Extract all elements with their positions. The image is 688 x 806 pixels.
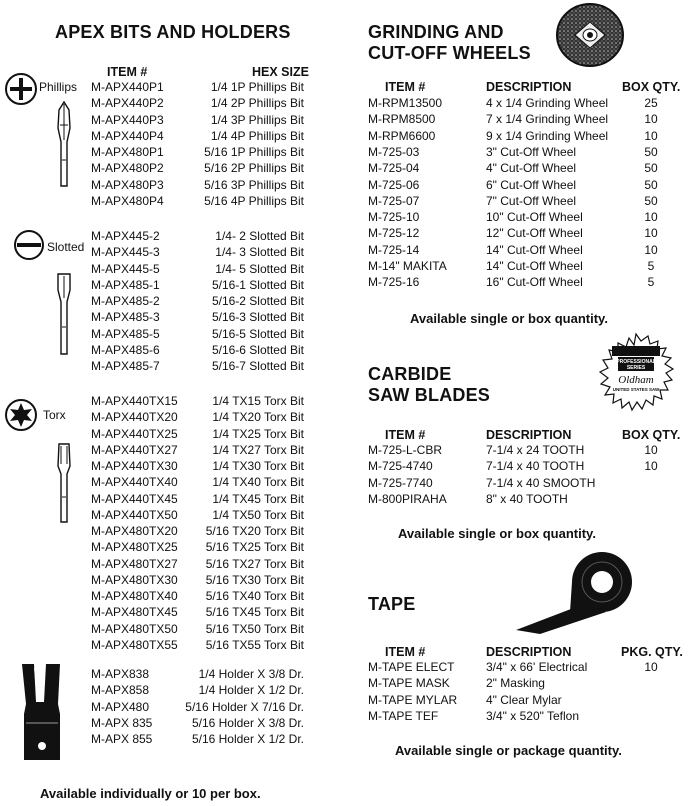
- hex-size: 5/16 2P Phillips Bit: [204, 161, 304, 176]
- hex-size: 1/4 4P Phillips Bit: [210, 128, 304, 143]
- quantity: 50: [644, 144, 658, 159]
- hex-size: 1/4- 3 Slotted Bit: [215, 245, 304, 260]
- description: 7-1/4 x 24 TOOTH: [486, 443, 585, 457]
- quantity: 10: [644, 128, 658, 143]
- item-number: M-APX485-3: [91, 310, 160, 325]
- hex-size: 1/4 1P Phillips Bit: [210, 80, 304, 94]
- item-number: M-APX480TX30: [91, 572, 178, 587]
- item-number: M-APX440TX27: [91, 442, 178, 457]
- item-number: M-APX480P4: [91, 193, 164, 208]
- table-row: [0, 343, 688, 359]
- item-number: M-725-03: [368, 144, 420, 159]
- item-number: M-725-16: [368, 275, 420, 290]
- hex-size: 1/4 TX27 Torx Bit: [212, 442, 304, 457]
- grinding-desc-header: DESCRIPTION: [486, 80, 572, 94]
- quantity: 10: [644, 660, 658, 674]
- description: 3/4" x 520" Teflon: [486, 708, 580, 723]
- item-number: M-APX440TX25: [91, 426, 178, 441]
- item-number: M-725-L-CBR: [368, 443, 443, 457]
- carbide-title-line2: SAW BLADES: [368, 385, 491, 405]
- oldham-saw-logo: [588, 332, 684, 418]
- table-row: [0, 476, 688, 492]
- hex-size: 1/4 TX50 Torx Bit: [212, 507, 304, 522]
- item-number: M-RPM13500: [368, 96, 443, 110]
- hex-size: 1/4 Holder X 1/2 Dr.: [198, 683, 304, 698]
- carbide-qty-header: BOX QTY.: [622, 428, 681, 442]
- item-number: M-APX445-5: [91, 261, 160, 276]
- carbide-title-line1: CARBIDE: [368, 364, 452, 384]
- item-number: M-APX445-2: [91, 229, 160, 243]
- table-row: [0, 443, 688, 459]
- hex-size: 5/16 TX25 Torx Bit: [205, 540, 304, 555]
- table-row: [0, 410, 688, 426]
- item-number: M-APX 835: [91, 715, 153, 730]
- hex-size: 1/4- 5 Slotted Bit: [215, 261, 304, 276]
- item-number: M-APX480: [91, 699, 150, 714]
- hex-size: 5/16 Holder X 3/8 Dr.: [191, 715, 304, 730]
- tape-item-header: ITEM #: [385, 645, 426, 659]
- table-row: [0, 660, 688, 676]
- tape-desc-header: DESCRIPTION: [486, 645, 572, 659]
- item-number: M-725-12: [368, 226, 420, 241]
- item-number: M-APX480P2: [91, 161, 164, 176]
- hex-size: 1/4 TX20 Torx Bit: [212, 410, 304, 425]
- hex-size: 5/16 TX40 Torx Bit: [205, 589, 304, 603]
- grinding-availability-note: Available single or box quantity.: [410, 311, 608, 326]
- grinding-qty-header: BOX QTY.: [622, 80, 681, 94]
- item-number: M-725-06: [368, 177, 420, 192]
- hex-size: 5/16-7 Slotted Bit: [211, 359, 304, 373]
- item-number: M-14" MAKITA: [368, 259, 447, 273]
- item-number: M-725-14: [368, 242, 420, 257]
- carbide-availability-note: Available single or box quantity.: [398, 526, 596, 541]
- description: 9 x 1/4 Grinding Wheel: [486, 128, 609, 143]
- item-number: M-APX440TX30: [91, 459, 178, 473]
- quantity: 10: [644, 459, 658, 474]
- hex-size: 5/16 TX55 Torx Bit: [205, 637, 304, 652]
- item-number: M-APX480TX50: [91, 621, 178, 636]
- phillips-label: Phillips: [39, 80, 78, 94]
- table-row: [0, 210, 688, 226]
- quantity: 10: [644, 226, 658, 241]
- hex-size: 5/16 TX27 Torx Bit: [205, 556, 304, 571]
- table-row: [0, 112, 688, 128]
- item-number: M-725-04: [368, 161, 420, 176]
- hex-size: 5/16 Holder X 1/2 Dr.: [191, 732, 304, 746]
- item-number: M-APX480TX45: [91, 605, 178, 620]
- description: 14" Cut-Off Wheel: [486, 259, 583, 273]
- hex-size: 1/4 Holder X 3/8 Dr.: [198, 667, 304, 681]
- description: 8" x 40 TOOTH: [486, 491, 568, 506]
- hex-size: 1/4 TX25 Torx Bit: [212, 426, 304, 441]
- table-row: [0, 96, 688, 112]
- quantity: 10: [644, 242, 658, 257]
- item-number: M-725-7740: [368, 475, 433, 490]
- quantity: 5: [647, 275, 655, 290]
- hex-size: 1/4- 2 Slotted Bit: [215, 229, 304, 243]
- description: 16" Cut-Off Wheel: [486, 275, 583, 290]
- table-row: [0, 709, 688, 725]
- hex-size: 1/4 TX30 Torx Bit: [212, 459, 304, 473]
- item-number: M-APX445-3: [91, 245, 160, 260]
- description: 4" Clear Mylar: [486, 692, 562, 707]
- hex-size: 5/16-2 Slotted Bit: [211, 294, 304, 308]
- description: 2" Masking: [486, 676, 545, 691]
- item-number: M-APX480TX20: [91, 524, 178, 538]
- quantity: 5: [647, 259, 655, 273]
- hex-size: 1/4 TX40 Torx Bit: [212, 475, 304, 490]
- carbide-desc-header: DESCRIPTION: [486, 428, 572, 442]
- torx-label: Torx: [43, 408, 66, 422]
- table-row: [0, 243, 688, 259]
- item-number: M-RPM8500: [368, 112, 436, 127]
- description: 7-1/4 x 40 TOOTH: [486, 459, 585, 474]
- item-number: M-APX480TX55: [91, 637, 178, 652]
- quantity: 50: [644, 177, 658, 192]
- apex-title: APEX BITS AND HOLDERS: [55, 22, 291, 42]
- tape-availability-note: Available single or package quantity.: [395, 743, 622, 758]
- apex-size-header: HEX SIZE: [252, 65, 309, 79]
- quantity: 10: [644, 443, 658, 457]
- item-number: M-APX440P3: [91, 112, 164, 127]
- grinding-wheel-icon: [555, 2, 625, 68]
- item-number: M-APX440TX50: [91, 507, 178, 522]
- table-row: [0, 638, 688, 654]
- table-row: [0, 226, 688, 242]
- item-number: M-APX440TX15: [91, 394, 178, 408]
- item-number: M-APX440TX45: [91, 491, 178, 506]
- item-number: M-APX440P1: [91, 80, 164, 94]
- quantity: 10: [644, 210, 658, 225]
- item-number: M-APX485-2: [91, 294, 160, 308]
- torx-icon: [4, 398, 38, 432]
- svg-text:Oldham: Oldham: [618, 374, 654, 386]
- hex-size: 5/16 TX30 Torx Bit: [205, 572, 304, 587]
- table-row: [0, 508, 688, 524]
- table-row: [0, 145, 688, 161]
- grinding-title-line1: GRINDING AND: [368, 22, 504, 42]
- description: 14" Cut-Off Wheel: [486, 242, 583, 257]
- item-number: M-APX485-5: [91, 326, 160, 341]
- item-number: M-APX480P1: [91, 145, 164, 159]
- item-number: M-APX485-1: [91, 277, 160, 292]
- apex-availability-note: Available individually or 10 per box.: [40, 786, 261, 801]
- item-number: M-APX480TX25: [91, 540, 178, 555]
- item-number: M-APX480TX40: [91, 589, 178, 603]
- description: 7-1/4 x 40 SMOOTH: [486, 475, 596, 490]
- item-number: M-725-4740: [368, 459, 433, 474]
- table-row: [0, 359, 688, 375]
- hex-size: 5/16 Holder X 7/16 Dr.: [185, 699, 304, 714]
- svg-text:PROFESSIONAL: PROFESSIONAL: [616, 359, 656, 365]
- table-row: [0, 178, 688, 194]
- item-number: M-APX480TX27: [91, 556, 178, 571]
- tape-roll-icon: [510, 546, 634, 636]
- table-row: [0, 129, 688, 145]
- item-number: M-TAPE TEF: [368, 708, 439, 723]
- description: 4" Cut-Off Wheel: [486, 161, 577, 176]
- table-row: [0, 459, 688, 475]
- item-number: M-800PIRAHA: [368, 491, 447, 506]
- quantity: 50: [644, 161, 658, 176]
- item-number: M-APX 855: [91, 732, 153, 746]
- item-number: M-APX838: [91, 667, 150, 681]
- apex-item-header: ITEM #: [107, 65, 148, 79]
- description: 3" Cut-Off Wheel: [486, 144, 577, 159]
- description: 10" Cut-Off Wheel: [486, 210, 583, 225]
- item-number: M-RPM6600: [368, 128, 436, 143]
- quantity: 50: [644, 193, 658, 208]
- table-row: [0, 259, 688, 275]
- table-row: [0, 294, 688, 310]
- table-row: [0, 275, 688, 291]
- hex-size: 5/16 3P Phillips Bit: [204, 177, 304, 192]
- quantity: 25: [644, 96, 658, 110]
- item-number: M-APX440TX20: [91, 410, 178, 425]
- table-row: [0, 693, 688, 709]
- tape-title: TAPE: [368, 594, 416, 614]
- grinding-title-line2: CUT-OFF WHEELS: [368, 43, 531, 63]
- description: 12" Cut-Off Wheel: [486, 226, 583, 241]
- hex-size: 5/16 1P Phillips Bit: [204, 145, 304, 159]
- hex-size: 1/4 2P Phillips Bit: [210, 96, 304, 111]
- hex-size: 1/4 TX15 Torx Bit: [212, 394, 304, 408]
- item-number: M-APX440P2: [91, 96, 164, 111]
- hex-size: 5/16 TX50 Torx Bit: [205, 621, 304, 636]
- item-number: M-725-07: [368, 193, 420, 208]
- hex-size: 5/16-6 Slotted Bit: [211, 342, 304, 357]
- table-row: [0, 80, 688, 96]
- tape-qty-header: PKG. QTY.: [621, 645, 683, 659]
- svg-text:UNITED STATES SAW: UNITED STATES SAW: [612, 387, 660, 392]
- table-row: [0, 676, 688, 692]
- item-number: M-TAPE MYLAR: [368, 692, 458, 707]
- item-number: M-TAPE ELECT: [368, 660, 455, 674]
- description: 7" Cut-Off Wheel: [486, 193, 577, 208]
- table-row: [0, 161, 688, 177]
- hex-size: 1/4 3P Phillips Bit: [210, 112, 304, 127]
- quantity: 10: [644, 112, 658, 127]
- table-row: [0, 394, 688, 410]
- item-number: M-725-10: [368, 210, 420, 225]
- hex-size: 5/16-5 Slotted Bit: [211, 326, 304, 341]
- item-number: M-TAPE MASK: [368, 676, 450, 691]
- hex-size: 5/16-1 Slotted Bit: [211, 277, 304, 292]
- item-number: M-APX858: [91, 683, 150, 698]
- table-row: [0, 492, 688, 508]
- item-number: M-APX485-6: [91, 342, 160, 357]
- svg-text:SERIES: SERIES: [626, 365, 646, 371]
- table-row: [0, 327, 688, 343]
- hex-size: 5/16 4P Phillips Bit: [204, 193, 304, 208]
- description: 3/4" x 66' Electrical: [486, 660, 588, 674]
- description: 6" Cut-Off Wheel: [486, 177, 577, 192]
- item-number: M-APX440TX40: [91, 475, 178, 490]
- item-number: M-APX440P4: [91, 128, 164, 143]
- description: 7 x 1/4 Grinding Wheel: [486, 112, 609, 127]
- item-number: M-APX480P3: [91, 177, 164, 192]
- hex-size: 5/16 TX20 Torx Bit: [205, 524, 304, 538]
- hex-size: 5/16 TX45 Torx Bit: [205, 605, 304, 620]
- table-row: [0, 194, 688, 210]
- description: 4 x 1/4 Grinding Wheel: [486, 96, 609, 110]
- item-number: M-APX485-7: [91, 359, 160, 373]
- grinding-item-header: ITEM #: [385, 80, 426, 94]
- slotted-label: Slotted: [47, 240, 85, 254]
- table-row: [0, 427, 688, 443]
- hex-size: 1/4 TX45 Torx Bit: [212, 491, 304, 506]
- carbide-item-header: ITEM #: [385, 428, 426, 442]
- hex-size: 5/16-3 Slotted Bit: [211, 310, 304, 325]
